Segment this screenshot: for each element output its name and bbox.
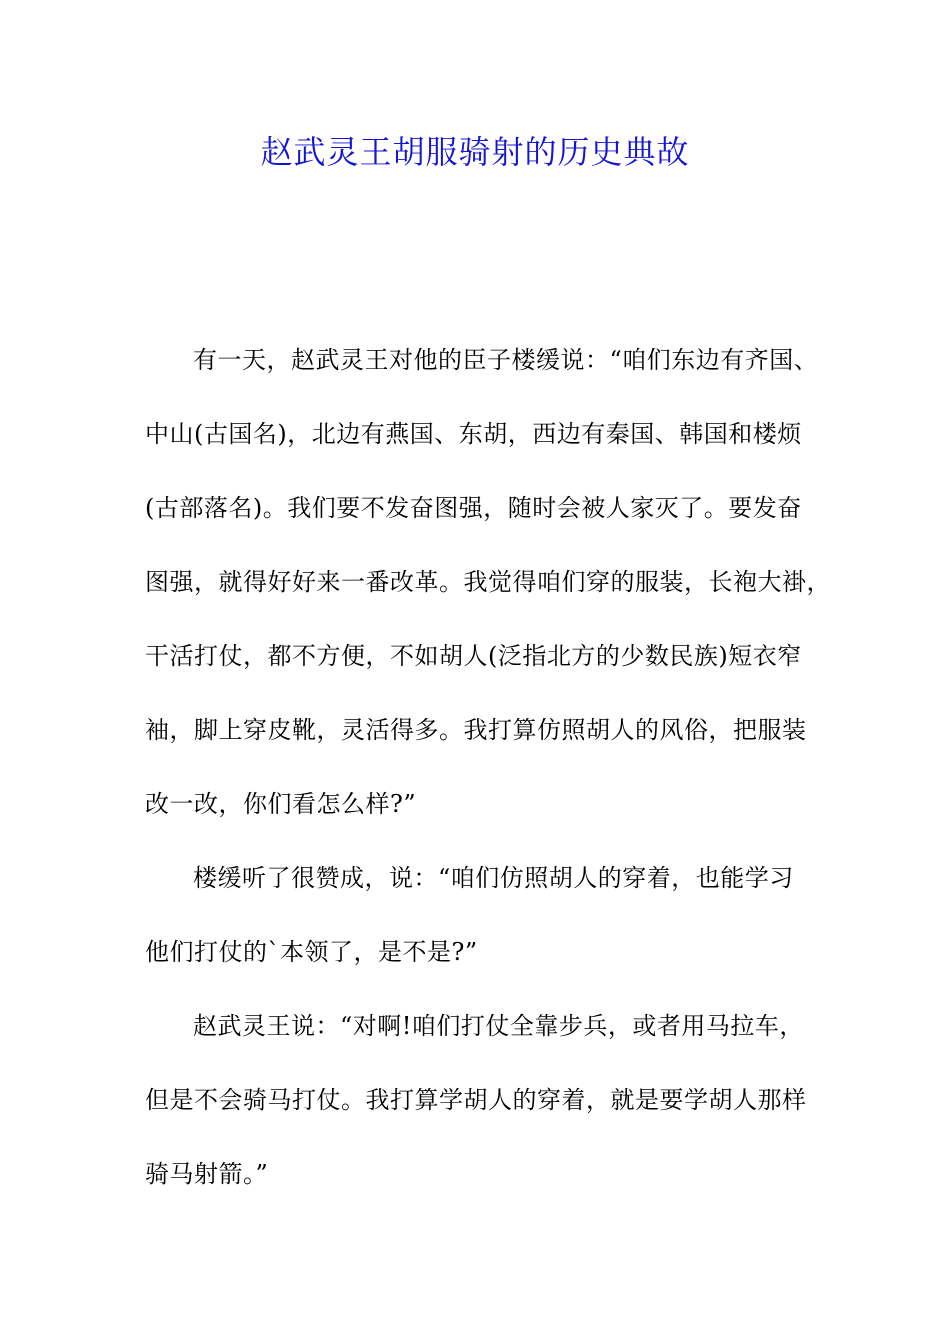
paragraph-line: 楼缓听了很赞成，说：“咱们仿照胡人的穿着，也能学习 xyxy=(193,864,794,892)
paragraph-line: 干活打仗，都不方便，不如胡人(泛指北方的少数民族)短衣窄 xyxy=(145,642,802,670)
paragraph-line: 但是不会骑马打仗。我打算学胡人的穿着，就是要学胡人那样 xyxy=(145,1086,807,1114)
document-title: 赵武灵王胡服骑射的历史典故 xyxy=(260,133,690,171)
paragraph-3 xyxy=(145,1002,835,1224)
paragraph-line: 图强，就得好好来一番改革。我觉得咱们穿的服装，长袍大褂， xyxy=(145,568,831,596)
paragraph-line: 赵武灵王说：“对啊!咱们打仗全靠步兵，或者用马拉车， xyxy=(193,1012,804,1040)
paragraph-line: 改一改，你们看怎么样?” xyxy=(145,790,417,818)
paragraph-2 xyxy=(145,854,835,1002)
paragraph-line: 他们打仗的`本领了，是不是?” xyxy=(145,938,478,966)
paragraph-line: 有一天，赵武灵王对他的臣子楼缓说：“咱们东边有齐国、 xyxy=(193,346,819,374)
paragraph-line: 中山(古国名)，北边有燕国、东胡，西边有秦国、韩国和楼烦 xyxy=(145,420,802,448)
paragraph-line: 骑马射箭。” xyxy=(145,1160,269,1188)
paragraph-1 xyxy=(145,336,835,854)
paragraph-line: 袖，脚上穿皮靴，灵活得多。我打算仿照胡人的风俗，把服装 xyxy=(145,716,807,744)
document-body xyxy=(145,336,835,1224)
paragraph-line: (古部落名)。我们要不发奋图强，随时会被人家灭了。要发奋 xyxy=(145,494,802,522)
